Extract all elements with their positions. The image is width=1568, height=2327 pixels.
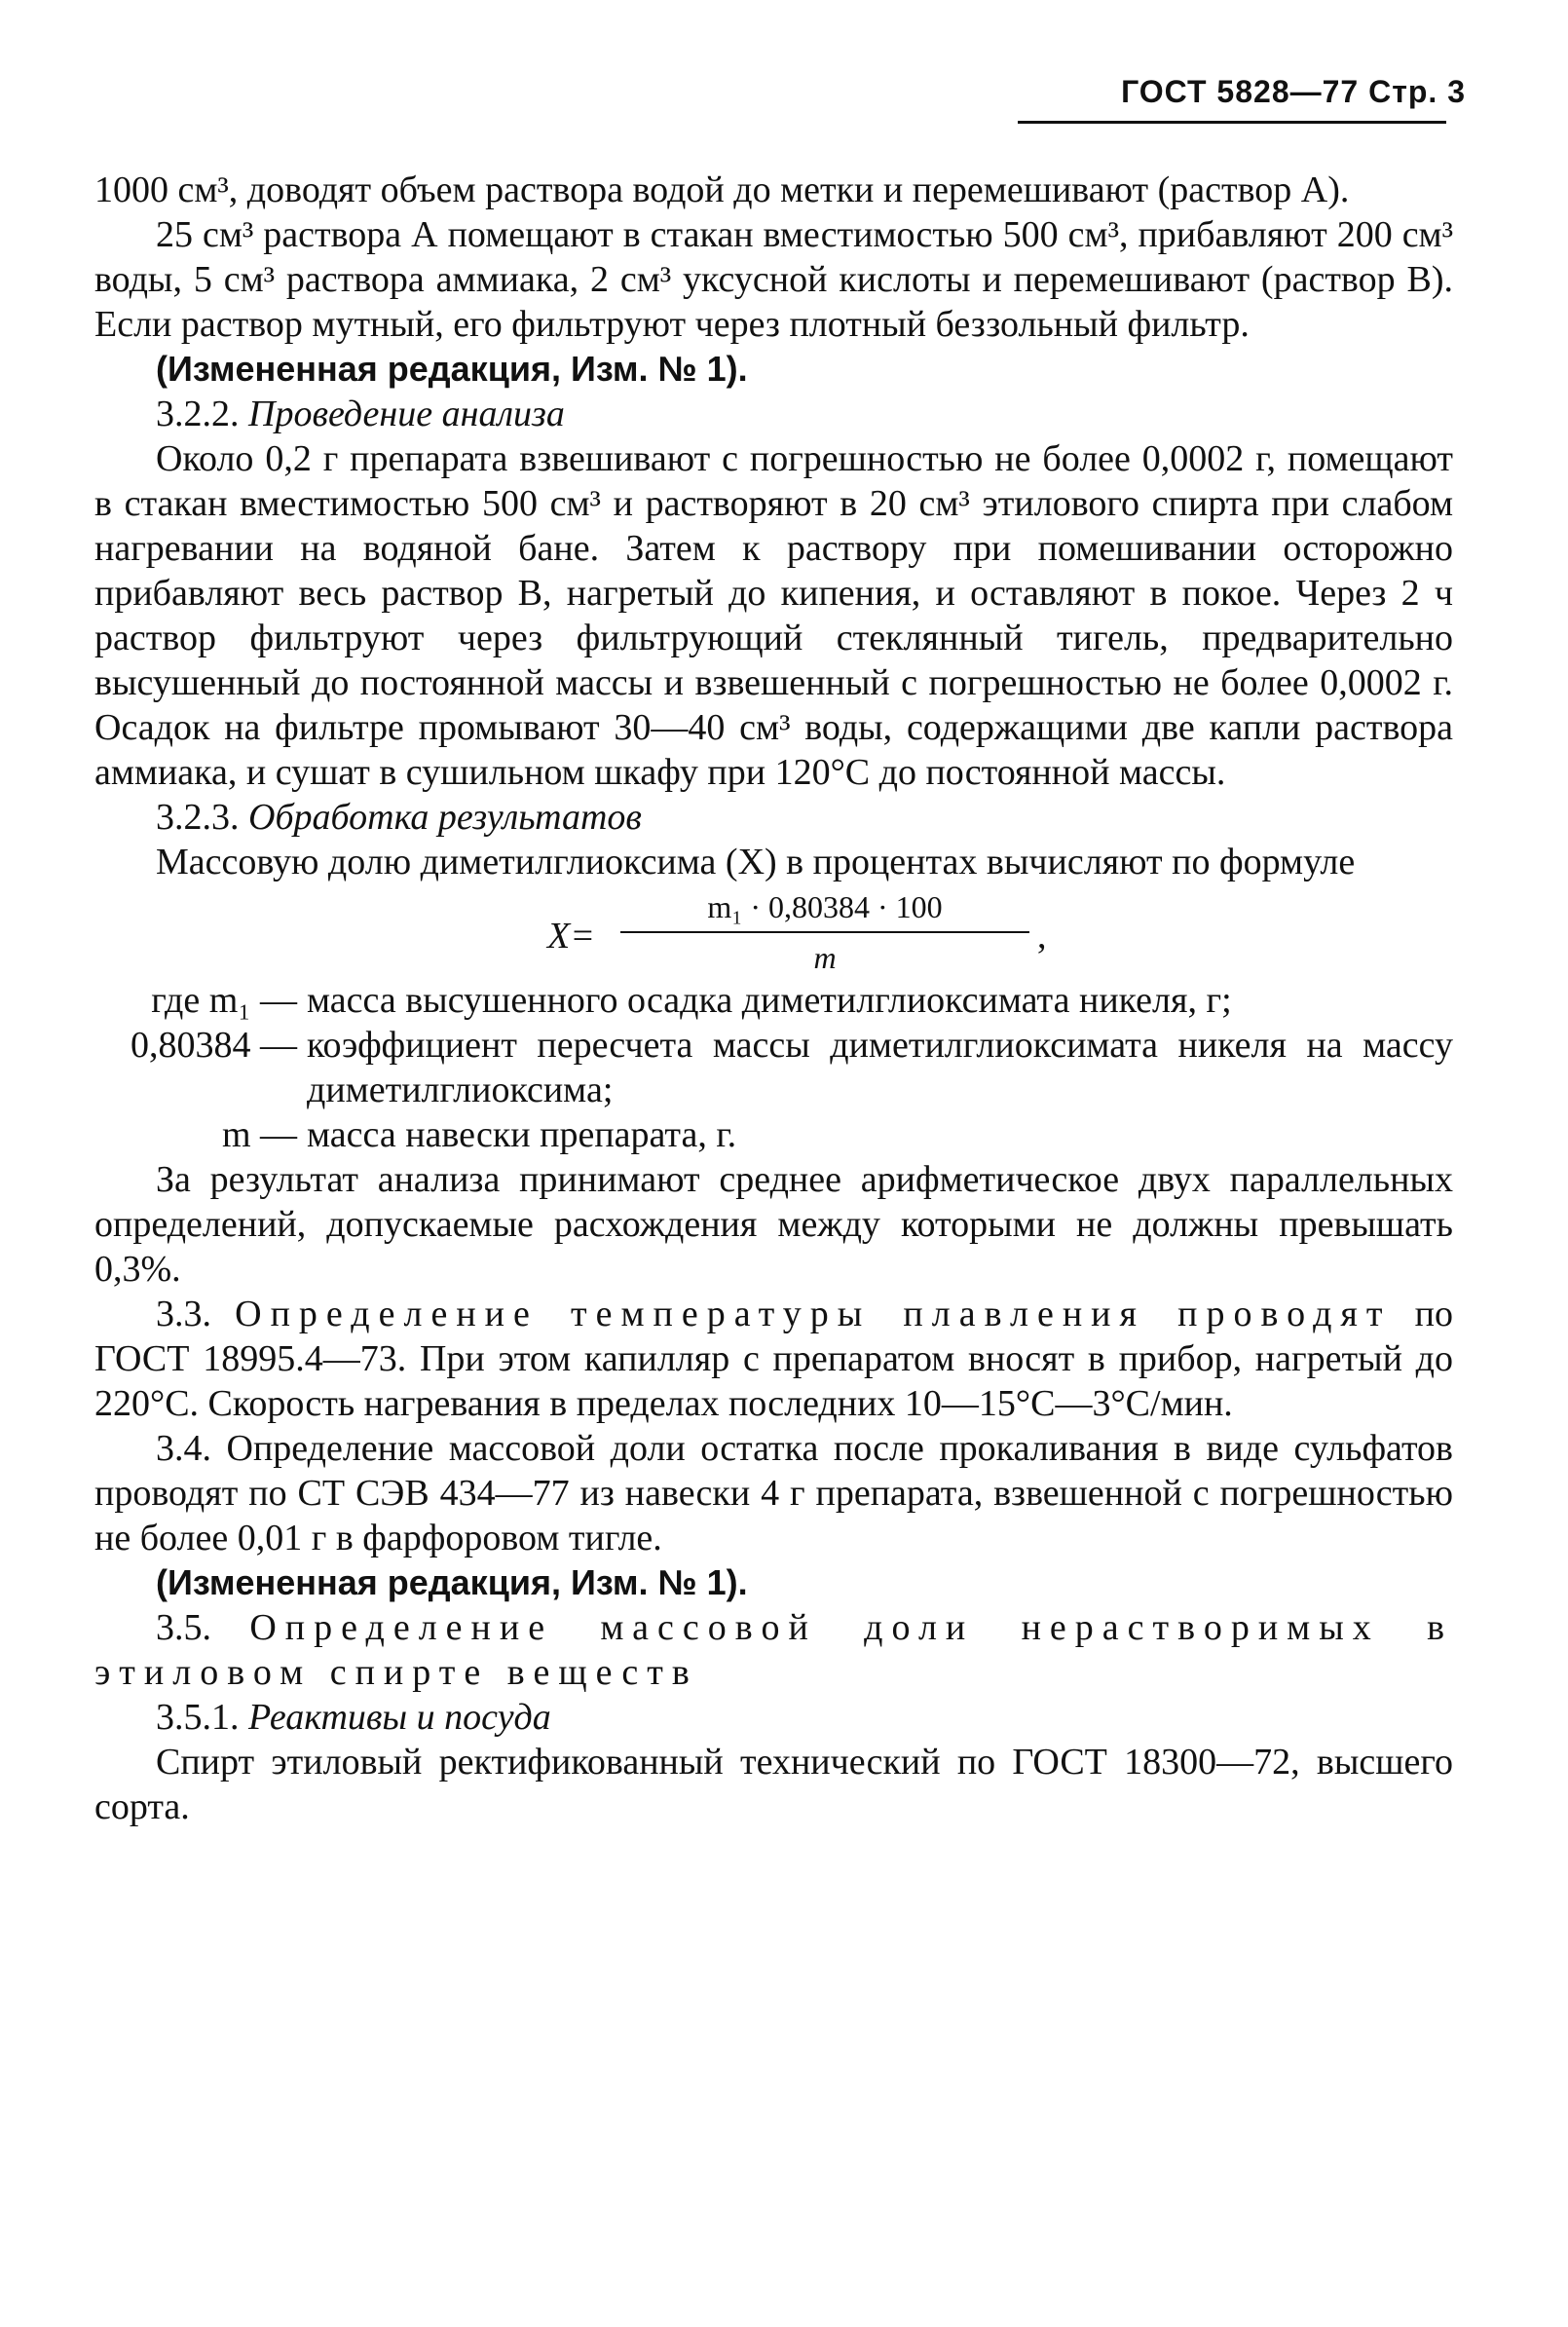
document-body <box>94 168 1453 1829</box>
paragraph-reagents: Спирт этиловый ректификованный технический по ГОСТ 18300—72, высшего сорта. <box>94 1742 1453 1827</box>
section-3-2-2-heading <box>94 392 1453 436</box>
section-3-2-3-heading <box>94 795 1453 840</box>
formula-legend <box>94 978 1453 1157</box>
page-header: ГОСТ 5828—77 Стр. 3 <box>1121 74 1466 109</box>
legend-row <box>94 1023 1453 1112</box>
paragraph-3-3 <box>94 1292 1453 1426</box>
legend-value: масса высушенного осадка диметилглиоксимата никеля, г; <box>307 980 1232 1021</box>
fraction-bar <box>620 931 1029 933</box>
section-3-5-1-heading <box>94 1695 1453 1740</box>
section-number: 3.2.3. <box>156 797 240 838</box>
legend-key: 0,80384 — <box>131 1025 297 1066</box>
paragraph-text: по ГОСТ 18995.4—73. При этом капилляр с препаратом вносят в прибор, нагретый до 220°С. Скорость нагревания в пределах последних 10—15°С—3°С/мин. <box>94 1294 1453 1424</box>
section-3-5-heading <box>94 1605 1453 1695</box>
formula-fraction <box>620 884 1029 980</box>
amendment-note-2: (Измененная редакция, Изм. № 1). <box>156 1562 748 1602</box>
spaced-heading: Определение массовой доли нерастворимых в этиловом спирте веществ <box>94 1607 1454 1693</box>
paragraph-3-4: 3.4. Определение массовой доли остатка после прокаливания в виде сульфатов проводят по СТ СЭВ 434—77 из навески 4 г препарата, взвешенной с погрешностью не более 0,01 г в фарфоровом тигле. <box>94 1428 1453 1558</box>
legend-row <box>94 978 1453 1023</box>
amendment-note-1: (Измененная редакция, Изм. № 1). <box>156 349 748 389</box>
section-number: 3.5.1. <box>156 1697 240 1738</box>
paragraph-1: 1000 см³, доводят объем раствора водой до метки и перемешивают (раствор А). <box>94 169 1350 210</box>
paragraph-formula-intro: Массовую долю диметилглиоксима (X) в процентах вычисляют по формуле <box>156 842 1356 882</box>
section-number: 3.2.2. <box>156 394 240 434</box>
section-title: Проведение анализа <box>248 394 565 434</box>
section-number: 3.3. <box>156 1294 211 1334</box>
legend-key: m — <box>221 1114 297 1155</box>
legend-value: коэффициент пересчета массы диметилглиоксимата никеля на массу диметилглиоксима; <box>307 1025 1453 1110</box>
section-number: 3.5. <box>156 1607 211 1648</box>
header-rule <box>1018 121 1446 124</box>
formula <box>94 884 1453 978</box>
section-title: Реактивы и посуда <box>248 1697 551 1738</box>
legend-key: где m₁ — <box>151 980 297 1021</box>
spaced-heading: Определение температуры плавления проводят <box>235 1294 1392 1334</box>
formula-denominator: m <box>813 940 837 975</box>
formula-comma: , <box>1037 916 1047 957</box>
paragraph-result: За результат анализа принимают среднее арифметическое двух параллельных определений, допускаемые расхождения между которыми не должны превышать 0,3%. <box>94 1159 1453 1290</box>
section-title: Обработка результатов <box>248 797 642 838</box>
legend-row <box>94 1112 1453 1157</box>
paragraph-2: 25 см³ раствора А помещают в стакан вместимостью 500 см³, прибавляют 200 см³ воды, 5 см³ раствора аммиака, 2 см³ уксусной кислоты и перемешивают (раствор В). Если раствор мутный, его фильтруют через плотный беззольный фильтр. <box>94 214 1453 345</box>
legend-value: масса навески препарата, г. <box>307 1114 737 1155</box>
formula-numerator: m₁ · 0,80384 · 100 <box>707 889 943 924</box>
formula-lhs: X= <box>547 916 595 957</box>
paragraph-analysis: Около 0,2 г препарата взвешивают с погрешностью не более 0,0002 г, помещают в стакан вместимостью 500 см³ и растворяют в 20 см³ этилового спирта при слабом нагревании на водяной бане. Затем к раствору при помешивании осторожно прибавляют весь раствор В, нагретый до кипения, и оставляют в покое. Через 2 ч раствор фильтруют через фильтрующий стеклянный тигель, предварительно высушенный до постоянной массы и взвешенный с погрешностью не более 0,0002 г. Осадок на фильтре промывают 30—40 см³ воды, содержащими две капли раствора аммиака, и сушат в сушильном шкафу при 120°С до постоянной массы. <box>94 438 1453 793</box>
